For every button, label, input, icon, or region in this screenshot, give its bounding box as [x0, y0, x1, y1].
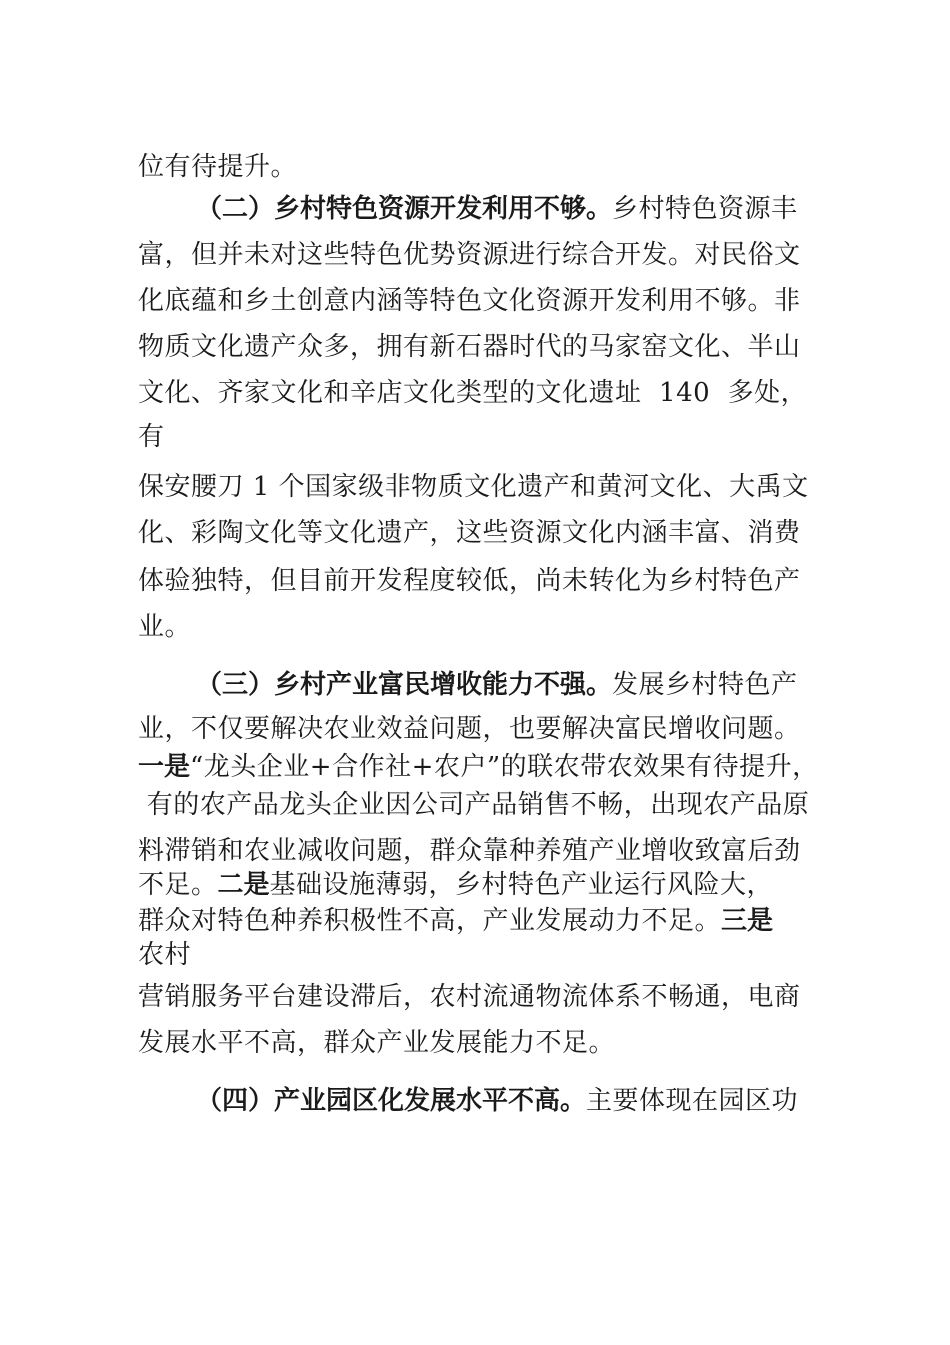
text-run: 料滞销和农业减收问题，群众靠种养殖产业增收致富后劲 — [138, 836, 801, 866]
text-run: 化底蕴和乡土创意内涵等特色文化资源开发利用不够。非 — [138, 286, 801, 316]
text-run: 业。 — [138, 612, 192, 642]
text-line — [138, 834, 801, 868]
text-line — [138, 610, 191, 644]
text-run: 富，但并未对这些特色优势资源进行综合开发。对民俗文 — [138, 240, 801, 270]
text-run: 主要体现在园区功 — [586, 1086, 799, 1116]
text-line — [138, 420, 165, 454]
text-line — [138, 564, 801, 598]
text-line — [138, 516, 801, 550]
text-run: 保安腰刀 1 个国家级非物质文化遗产和黄河文化、大禹文 — [138, 472, 809, 502]
heading-text: （三）乡村产业富民增收能力不强。 — [196, 670, 613, 700]
text-line — [138, 238, 801, 272]
text-line — [138, 712, 801, 746]
text-line — [138, 284, 801, 318]
text-line — [138, 904, 773, 938]
text-line — [138, 376, 807, 410]
text-run: 发展水平不高，群众产业发展能力不足。 — [138, 1028, 616, 1058]
text-run: 基础设施薄弱，乡村特色产业运行风险大， — [269, 870, 774, 900]
text-run: “龙头企业+合作社+农户”的联农带农效果有待提升， — [190, 752, 819, 782]
text-line — [138, 150, 297, 184]
section-heading-4 — [196, 1084, 798, 1118]
text-line — [138, 980, 801, 1014]
section-heading-3 — [196, 668, 798, 702]
text-run: 位有待提升。 — [138, 152, 298, 182]
text-run: 群众对特色种养积极性不高，产业发展动力不足。 — [138, 906, 722, 936]
text-run: 营销服务平台建设滞后，农村流通物流体系不畅通，电商 — [138, 982, 801, 1012]
emphasis-text: 二是 — [217, 870, 270, 900]
emphasis-text: 三是 — [721, 906, 774, 936]
text-run: 化、彩陶文化等文化遗产，这些资源文化内涵丰富、消费 — [138, 518, 801, 548]
text-line — [138, 938, 191, 972]
text-line — [138, 330, 801, 364]
text-run: 有的农产品龙头企业因公司产品销售不畅，出现农产品原 — [138, 790, 810, 820]
text-run: 业，不仅要解决农业效益问题，也要解决富民增收问题。 — [138, 714, 801, 744]
emphasis-text: 一是 — [138, 752, 191, 782]
text-line — [138, 868, 773, 902]
text-run: 体验独特，但目前开发程度较低，尚未转化为乡村特色产 — [138, 566, 801, 596]
text-run: 乡村特色资源丰 — [612, 194, 798, 224]
heading-text: （四）产业园区化发展水平不高。 — [196, 1086, 587, 1116]
text-line — [138, 470, 809, 504]
text-run: 文化、齐家文化和辛店文化类型的文化遗址 140 多处， — [138, 378, 808, 408]
text-run: 物质文化遗产众多，拥有新石器时代的马家窑文化、半山 — [138, 332, 801, 362]
heading-text: （二）乡村特色资源开发利用不够。 — [196, 194, 613, 224]
text-run: 农村 — [138, 940, 192, 970]
section-heading-2 — [196, 192, 798, 226]
text-run: 发展乡村特色产 — [612, 670, 798, 700]
text-run: 有 — [138, 422, 165, 452]
text-line — [138, 750, 819, 784]
text-line — [138, 788, 809, 822]
text-run: 不足。 — [138, 870, 218, 900]
text-line — [138, 1026, 615, 1060]
